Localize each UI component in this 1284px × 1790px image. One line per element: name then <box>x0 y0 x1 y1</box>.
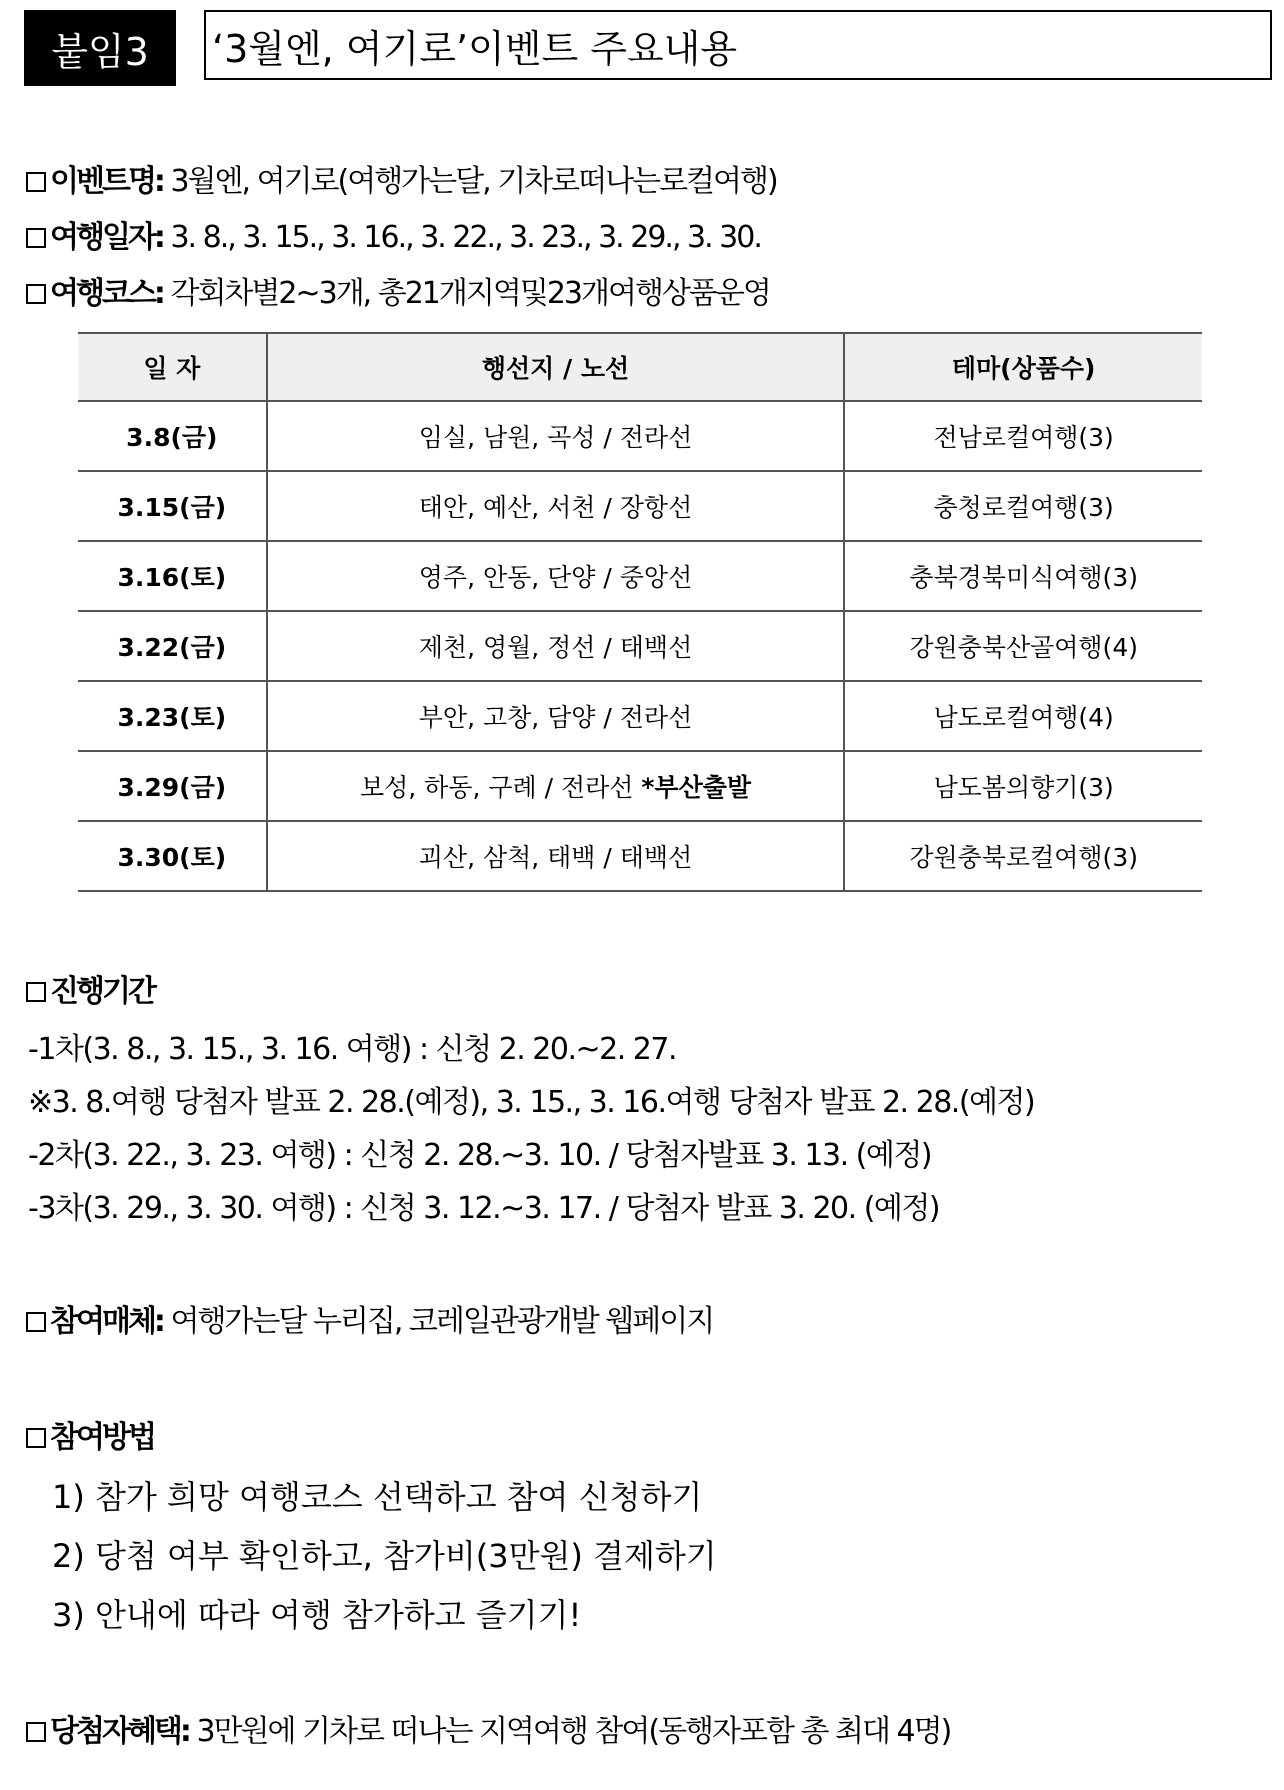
method-step-3: 3) 안내에 따라 여행 참가하고 즐기기! <box>52 1596 582 1634</box>
event-name-label: 이벤트명: <box>50 164 163 199</box>
row-date: 3.15(금) <box>78 471 267 541</box>
period-line-4: -3차(3. 29., 3. 30. 여행) : 신청 3. 12.~3. 17. / 당첨자 발표 3. 20. (예정) <box>28 1191 940 1226</box>
event-name-value: 3월엔, 여기로(여행가는달, 기차로떠나는로컬여행) <box>162 164 777 199</box>
method-heading <box>26 1412 154 1456</box>
schedule-table <box>78 332 1202 892</box>
travel-dates-label: 여행일자: <box>50 220 163 255</box>
table-row <box>78 681 1202 751</box>
event-name-line <box>26 156 777 200</box>
row-date: 3.8(금) <box>78 401 267 471</box>
travel-course-value: 각회차별2~3개, 총21개지역및23개여행상품운영 <box>162 276 770 311</box>
media-value: 여행가는달 누리집, 코레일관광개발 웹페이지 <box>162 1304 714 1339</box>
media-line <box>26 1296 713 1340</box>
row-route <box>267 471 845 541</box>
table-row <box>78 471 1202 541</box>
benefit-label: 당첨자혜택: <box>50 1714 189 1749</box>
row-date: 3.30(토) <box>78 821 267 891</box>
row-date: 3.23(토) <box>78 681 267 751</box>
period-heading <box>26 966 154 1010</box>
travel-course-label: 여행코스: <box>50 276 163 311</box>
route-note: *부산출발 <box>641 773 752 802</box>
period-line-2: ※3. 8.여행 당첨자 발표 2. 28.(예정), 3. 15., 3. 16.여행 당첨자 발표 2. 28.(예정) <box>28 1085 1035 1120</box>
route-text: 제천, 영월, 정선 / 태백선 <box>418 633 693 662</box>
row-route <box>267 751 845 821</box>
row-theme: 전남로컬여행(3) <box>844 401 1202 471</box>
period-line-1: -1차(3. 8., 3. 15., 3. 16. 여행) : 신청 2. 20.~2. 27. <box>28 1032 677 1067</box>
benefit-value: 3만원에 기차로 떠나는 지역여행 참여(동행자포함 총 최대 4명) <box>188 1714 951 1749</box>
route-text: 태안, 예산, 서천 / 장항선 <box>418 493 693 522</box>
column-header-date: 일 자 <box>78 333 267 401</box>
row-route <box>267 821 845 891</box>
table-header-row <box>78 333 1202 401</box>
checkbox-bullet-icon <box>26 228 46 248</box>
route-text: 임실, 남원, 곡성 / 전라선 <box>418 423 693 452</box>
column-header-theme: 테마(상품수) <box>844 333 1202 401</box>
checkbox-bullet-icon <box>26 284 46 304</box>
table-row <box>78 821 1202 891</box>
attachment-tag: 붙임3 <box>24 10 176 86</box>
method-step-1: 1) 참가 희망 여행코스 선택하고 참여 신청하기 <box>52 1478 703 1516</box>
route-text: 부안, 고창, 담양 / 전라선 <box>418 703 693 732</box>
row-route <box>267 611 845 681</box>
row-route <box>267 681 845 751</box>
row-route <box>267 401 845 471</box>
checkbox-bullet-icon <box>26 1428 46 1448</box>
row-theme: 강원충북로컬여행(3) <box>844 821 1202 891</box>
table-row <box>78 541 1202 611</box>
row-theme: 강원충북산골여행(4) <box>844 611 1202 681</box>
travel-course-line <box>26 268 770 312</box>
route-text: 영주, 안동, 단양 / 중앙선 <box>418 563 693 592</box>
page-title: ‘3월엔, 여기로’이벤트 주요내용 <box>204 10 1272 80</box>
travel-dates-line <box>26 212 761 256</box>
header <box>24 10 1254 86</box>
row-theme: 충청로컬여행(3) <box>844 471 1202 541</box>
table-row <box>78 751 1202 821</box>
benefit-line <box>26 1706 950 1750</box>
row-theme: 남도로컬여행(4) <box>844 681 1202 751</box>
checkbox-bullet-icon <box>26 1722 46 1742</box>
method-step-2: 2) 당첨 여부 확인하고, 참가비(3만원) 결제하기 <box>52 1537 717 1575</box>
checkbox-bullet-icon <box>26 172 46 192</box>
period-label: 진행기간 <box>50 974 154 1009</box>
checkbox-bullet-icon <box>26 1312 46 1332</box>
method-label: 참여방법 <box>50 1420 154 1455</box>
checkbox-bullet-icon <box>26 982 46 1002</box>
table-row <box>78 401 1202 471</box>
row-route <box>267 541 845 611</box>
travel-dates-value: 3. 8., 3. 15., 3. 16., 3. 22., 3. 23., 3. 29., 3. 30. <box>162 220 761 255</box>
table-row <box>78 611 1202 681</box>
media-label: 참여매체: <box>50 1304 163 1339</box>
period-line-3: -2차(3. 22., 3. 23. 여행) : 신청 2. 28.~3. 10. / 당첨자발표 3. 13. (예정) <box>28 1138 932 1173</box>
row-date: 3.16(토) <box>78 541 267 611</box>
row-theme: 남도봄의향기(3) <box>844 751 1202 821</box>
column-header-route: 행선지 / 노선 <box>267 333 845 401</box>
row-date: 3.22(금) <box>78 611 267 681</box>
route-text: 괴산, 삼척, 태백 / 태백선 <box>418 843 693 872</box>
route-text: 보성, 하동, 구례 / 전라선 <box>359 773 642 802</box>
row-theme: 충북경북미식여행(3) <box>844 541 1202 611</box>
row-date: 3.29(금) <box>78 751 267 821</box>
